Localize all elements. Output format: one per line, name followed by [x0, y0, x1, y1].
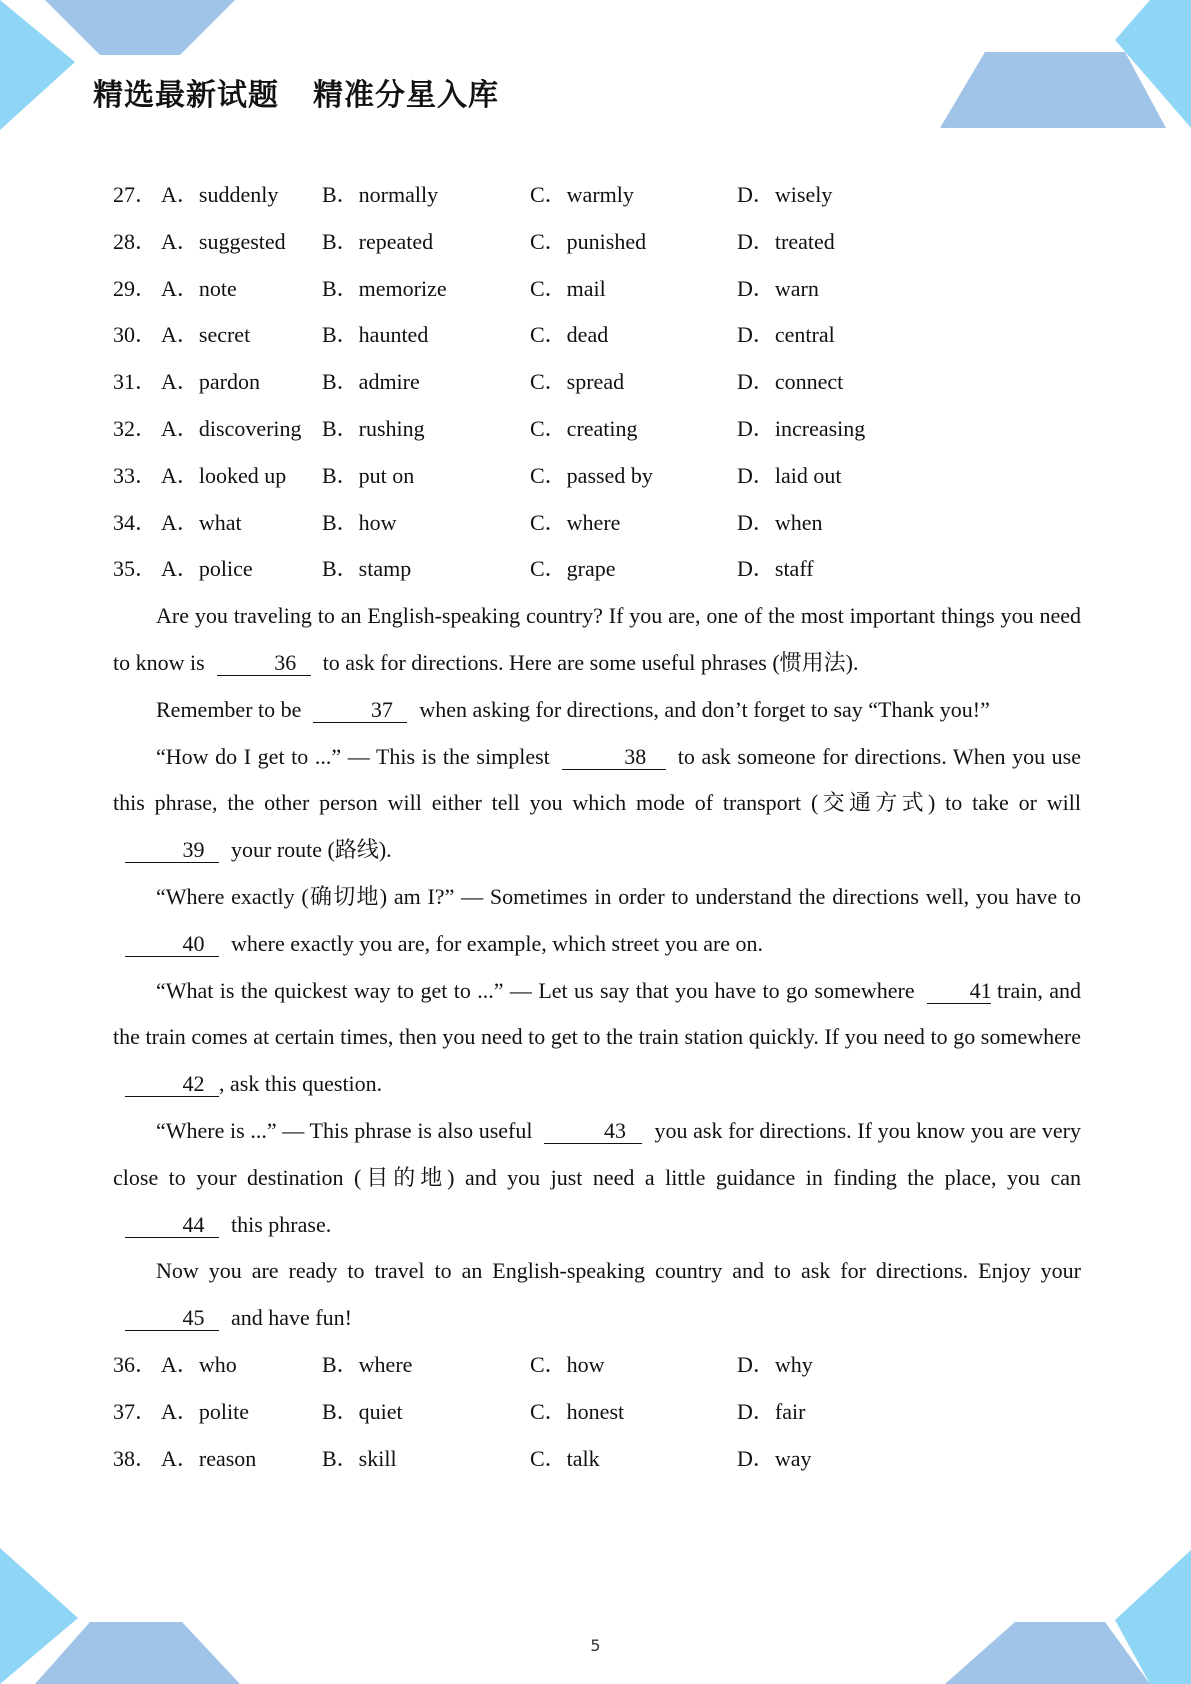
option-c: C．talk	[530, 1445, 600, 1471]
deco-top-left-band	[45, 0, 235, 55]
option-a: A．polite	[161, 1398, 249, 1424]
passage-text: Remember to be	[156, 696, 302, 722]
option-c: C．passed by	[530, 462, 653, 488]
deco-top-left-triangle	[0, 0, 75, 130]
page-number: 5	[590, 1636, 601, 1655]
passage-paragraph	[113, 593, 1081, 687]
question-row	[113, 546, 1081, 593]
option-a: A．suddenly	[161, 182, 279, 207]
passage-text: where exactly you are, for example, which street you are on.	[231, 930, 764, 956]
option-b: B．admire	[322, 369, 420, 395]
answer-blank: 39	[125, 838, 219, 863]
question-number: 34．	[113, 509, 158, 535]
option-d: D．treated	[737, 228, 835, 254]
option-a: A．police	[161, 556, 253, 582]
option-b: B．quiet	[322, 1398, 403, 1424]
passage-text: “Where exactly (确切地) am I?” — Sometimes in order to understand the directions well, you have to	[156, 883, 1081, 909]
passage-text: , ask this question.	[219, 1071, 383, 1097]
passage-text: you ask for directions. If you know you are very close to your destination (目的地) and you just need a little guidance in finding the place, you can	[113, 1117, 1081, 1190]
question-number: 36．	[113, 1351, 158, 1377]
option-b: B．put on	[322, 462, 415, 488]
option-c: C．dead	[530, 322, 609, 348]
answer-blank: 44	[125, 1213, 219, 1238]
option-c: C．spread	[530, 369, 625, 395]
question-row	[113, 312, 1081, 359]
question-number: 38．	[113, 1445, 158, 1471]
question-row	[113, 172, 1081, 219]
question-row	[113, 266, 1081, 313]
passage-paragraph	[113, 874, 1081, 968]
option-a: A．suggested	[161, 228, 286, 254]
option-d: D．laid out	[737, 462, 842, 488]
question-list-27-35	[113, 172, 1081, 593]
option-b: B．skill	[322, 1445, 397, 1471]
question-row	[113, 406, 1081, 453]
question-number: 31．	[113, 369, 158, 395]
option-b: B．repeated	[322, 228, 434, 254]
passage-text: “What is the quickest way to get to ...” — Let us say that you have to go somewhere	[156, 977, 915, 1003]
passage-text: Are you traveling to an English-speaking country? If you are, one of the most important things you need to know is	[113, 603, 1081, 675]
option-d: D．connect	[737, 369, 844, 395]
option-d: D．staff	[737, 556, 814, 582]
answer-blank: 42	[125, 1072, 219, 1097]
passage-paragraph	[113, 1108, 1081, 1248]
passage-text: to ask for directions. Here are some useful phrases (惯用法).	[322, 649, 859, 675]
passage-text: when asking for directions, and don’t forget to say “Thank you!”	[419, 696, 990, 722]
option-a: A．note	[161, 275, 237, 301]
option-b: B．where	[322, 1351, 413, 1377]
question-list-36-38	[113, 1342, 1081, 1482]
passage-paragraph	[113, 734, 1081, 874]
question-row	[113, 219, 1081, 266]
option-a: A．who	[161, 1351, 237, 1377]
answer-blank: 43	[544, 1119, 642, 1144]
option-d: D．way	[737, 1445, 812, 1471]
question-row	[113, 500, 1081, 547]
question-number: 32．	[113, 415, 158, 441]
passage-text: to ask someone for directions. When you use this phrase, the other person will either tell you which mode of transport (交通方式) to take or will	[113, 743, 1081, 816]
option-c: C．grape	[530, 556, 616, 582]
option-d: D．central	[737, 322, 835, 348]
answer-blank: 41	[927, 979, 991, 1004]
passage-text: “How do I get to ...” — This is the simplest	[156, 743, 550, 769]
deco-top-right-band	[940, 52, 1166, 128]
header-title	[93, 70, 499, 114]
answer-blank: 45	[125, 1306, 219, 1331]
option-b: B．how	[322, 509, 397, 535]
option-b: B．memorize	[322, 275, 447, 301]
question-number: 30．	[113, 322, 158, 348]
option-c: C．punished	[530, 228, 647, 254]
passage-paragraph	[113, 687, 1081, 734]
passage-paragraph	[113, 1248, 1081, 1342]
option-c: C．mail	[530, 275, 606, 301]
question-row	[113, 453, 1081, 500]
option-b: B．haunted	[322, 322, 429, 348]
exam-content	[113, 172, 1081, 1482]
option-b: B．stamp	[322, 556, 412, 582]
question-row	[113, 1436, 1081, 1483]
option-d: D．increasing	[737, 415, 866, 441]
header-title-left: 精选最新试题	[93, 78, 279, 113]
option-d: D．fair	[737, 1398, 806, 1424]
question-number: 37．	[113, 1398, 158, 1424]
passage-text: and have fun!	[231, 1305, 352, 1331]
question-number: 28．	[113, 228, 158, 254]
option-a: A．pardon	[161, 369, 260, 395]
option-a: A．what	[161, 509, 242, 535]
passage-paragraph	[113, 968, 1081, 1108]
option-d: D．wisely	[737, 182, 833, 207]
option-a: A．secret	[161, 322, 251, 348]
question-row	[113, 359, 1081, 406]
option-b: B．normally	[322, 182, 439, 207]
option-c: C．creating	[530, 415, 638, 441]
question-row	[113, 1389, 1081, 1436]
passage-text: your route (路线).	[231, 837, 392, 863]
header-title-right: 精准分星入库	[313, 78, 499, 113]
option-c: C．where	[530, 509, 621, 535]
option-c: C．how	[530, 1351, 605, 1377]
answer-blank: 36	[217, 651, 311, 676]
option-c: C．warmly	[530, 182, 634, 207]
answer-blank: 37	[313, 698, 407, 723]
question-number: 33．	[113, 462, 158, 488]
passage-text: “Where is ...” — This phrase is also useful	[156, 1117, 533, 1143]
option-a: A．discovering	[161, 415, 302, 441]
option-c: C．honest	[530, 1398, 625, 1424]
option-b: B．rushing	[322, 415, 425, 441]
option-d: D．why	[737, 1351, 813, 1377]
passage-text: train, and the train comes at certain times, then you need to get to the train station quickly. If you need to go somewhere	[113, 977, 1081, 1050]
answer-blank: 38	[562, 745, 666, 770]
option-a: A．looked up	[161, 462, 287, 488]
option-d: D．warn	[737, 275, 819, 301]
reading-passage	[113, 593, 1081, 1342]
question-number: 27．	[113, 182, 158, 207]
question-row	[113, 1342, 1081, 1389]
question-number: 29．	[113, 275, 158, 301]
option-a: A．reason	[161, 1445, 257, 1471]
question-number: 35．	[113, 556, 158, 582]
passage-text: Now you are ready to travel to an English-speaking country and to ask for directions. Enjoy your	[156, 1258, 1081, 1284]
passage-text: this phrase.	[231, 1211, 332, 1237]
option-d: D．when	[737, 509, 823, 535]
answer-blank: 40	[125, 932, 219, 957]
